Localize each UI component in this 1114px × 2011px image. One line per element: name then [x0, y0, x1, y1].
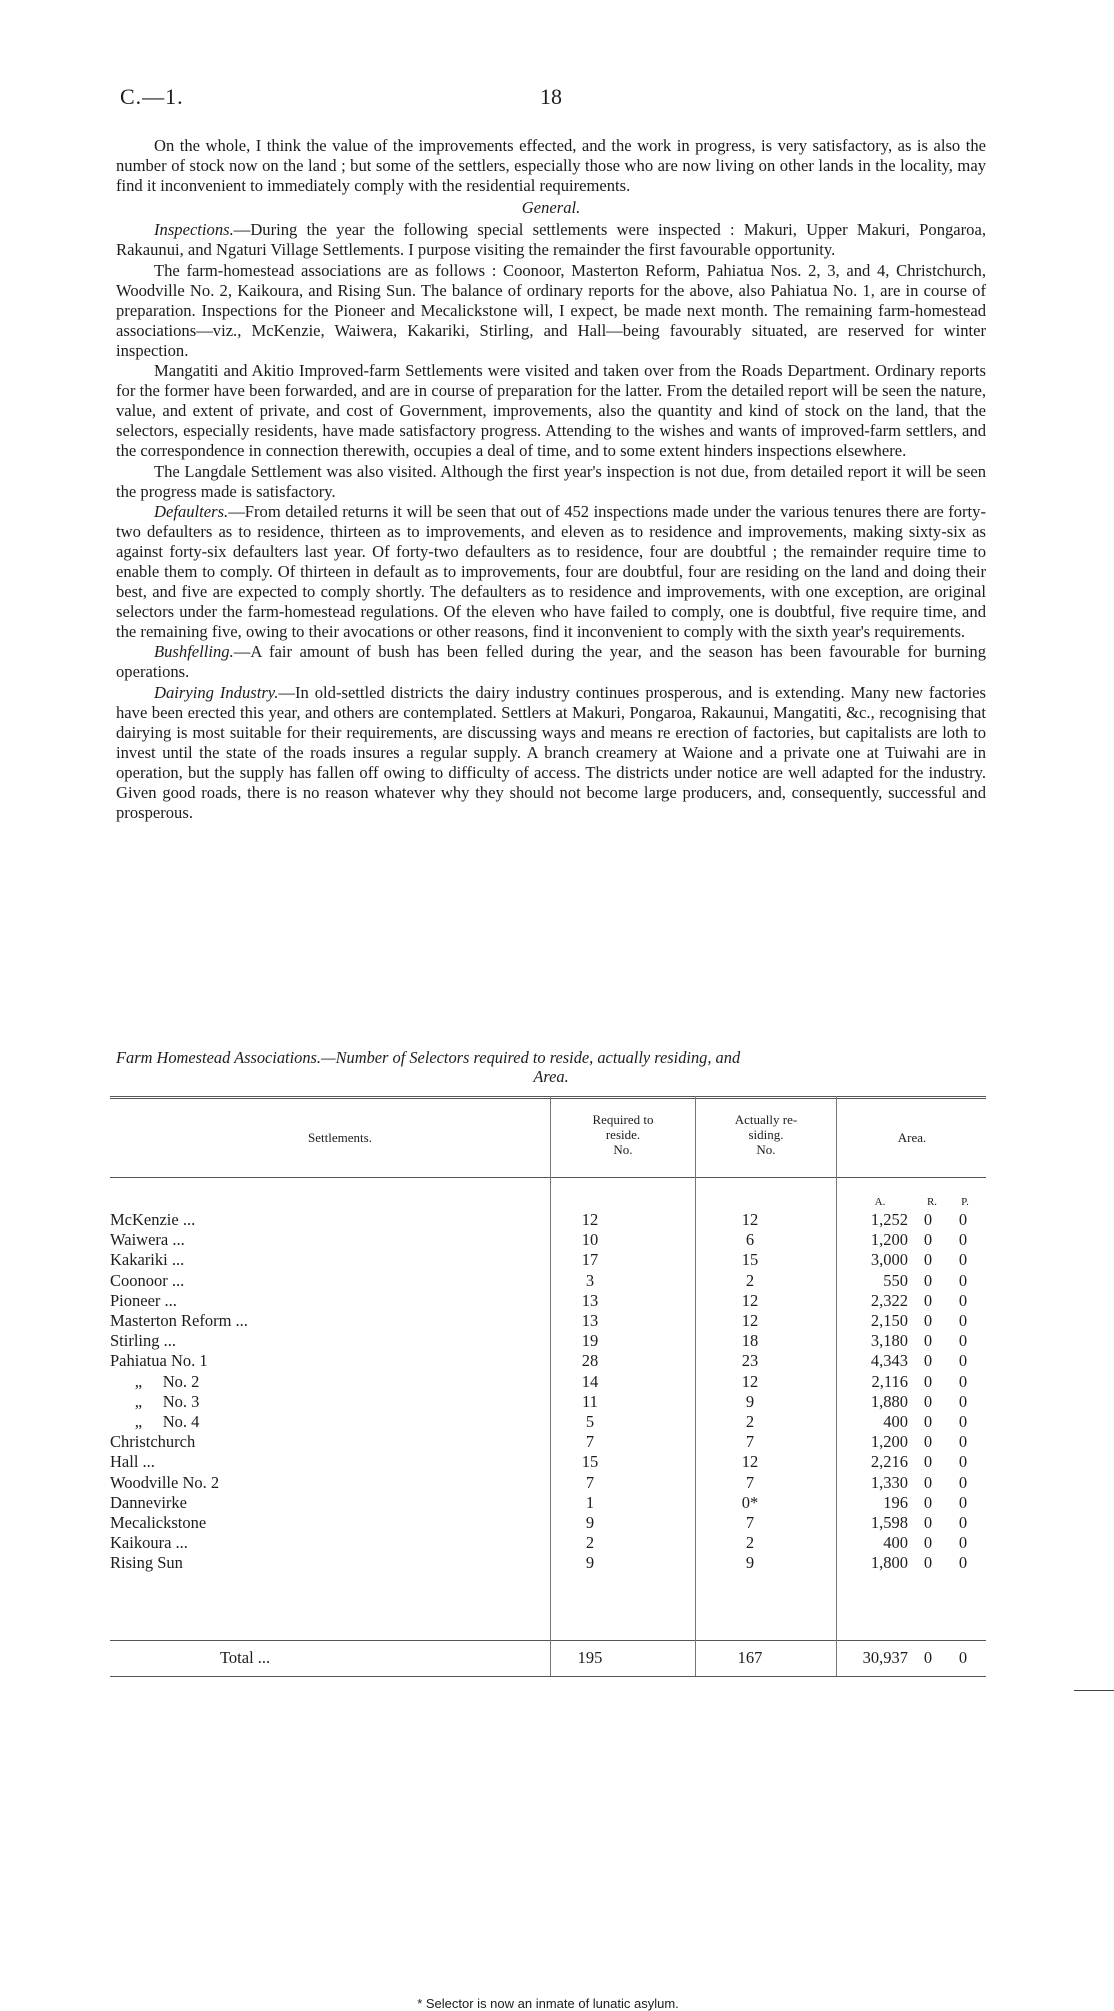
paragraph-bushfelling: Bushfelling.—A fair amount of bush has been felled during the year, and the season has been favourable for burning operations. — [116, 642, 986, 682]
settlements-table — [110, 1096, 986, 1978]
area-perches: 0 — [958, 1230, 968, 1250]
settlement-name: Masterton Reform ... — [110, 1311, 248, 1330]
area-acres: 400 — [883, 1533, 908, 1553]
table-row — [110, 1311, 986, 1331]
area-perches: 0 — [958, 1351, 968, 1371]
area-acres: 1,800 — [870, 1553, 908, 1573]
area-acres: 1,200 — [870, 1230, 908, 1250]
actual-count: 0* — [741, 1492, 759, 1512]
settlement-name: Kaikoura ... — [110, 1533, 188, 1553]
required-count: 195 — [577, 1648, 603, 1667]
table-row — [110, 1473, 986, 1493]
actual-count: 2 — [745, 1533, 755, 1553]
area-perches: 0 — [958, 1270, 968, 1290]
area-acres: 400 — [883, 1412, 908, 1431]
actual-count: 2 — [745, 1270, 755, 1290]
area-roods: 0 — [923, 1290, 933, 1310]
area-acres: 2,150 — [870, 1311, 908, 1330]
required-count: 9 — [585, 1513, 595, 1532]
table-row — [110, 1351, 986, 1371]
table-row — [110, 1452, 986, 1472]
required-count: 28 — [581, 1351, 599, 1371]
settlement-name: Christchurch — [110, 1432, 196, 1452]
area-perches: 0 — [958, 1513, 968, 1532]
area-roods: 0 — [923, 1351, 933, 1371]
area-perches: 0 — [958, 1533, 968, 1553]
settlement-name: Woodville No. 2 — [110, 1472, 220, 1492]
required-count: 12 — [581, 1210, 599, 1229]
actual-count: 15 — [741, 1250, 759, 1270]
area-roods: 0 — [923, 1250, 933, 1270]
area-roods: 0 — [923, 1311, 933, 1330]
required-count: 11 — [582, 1391, 598, 1411]
table-footnote: * Selector is now an inmate of lunatic asylum. — [417, 1996, 679, 2011]
document-code: C.—1. — [120, 84, 184, 109]
unit-perches: P. — [961, 1196, 969, 1208]
edge-mark — [1074, 1690, 1114, 1691]
required-count: 10 — [581, 1230, 599, 1250]
actual-count: 9 — [745, 1553, 755, 1573]
actual-count: 12 — [741, 1210, 759, 1229]
table-row — [110, 1513, 986, 1533]
area-perches: 0 — [958, 1250, 968, 1270]
area-acres: 30,937 — [862, 1648, 908, 1667]
area-roods: 0 — [923, 1391, 933, 1411]
area-roods: 0 — [923, 1492, 933, 1512]
area-roods: 0 — [923, 1412, 933, 1431]
table-row — [110, 1210, 986, 1230]
area-perches: 0 — [958, 1290, 968, 1310]
settlement-name: „ No. 2 — [110, 1371, 200, 1391]
table-row — [110, 1250, 986, 1270]
required-count: 7 — [585, 1432, 595, 1452]
area-roods: 0 — [923, 1513, 933, 1532]
paragraph-summary: On the whole, I think the value of the improvements effected, and the work in progress, is very satisfactory, as is also the number of stock now on the land ; but some of the settlers, especially those who are now living on other lands in the locality, may find it inconvenient to immediately comply with the residential requirements. — [116, 136, 986, 196]
settlement-name: Waiwera ... — [110, 1230, 185, 1250]
table-row — [110, 1432, 986, 1452]
table-top-rule-double — [110, 1098, 986, 1099]
paragraph-inspections: Inspections.—During the year the following special settlements were inspected : Makuri, Upper Makuri, Pongaroa, Rakaunui, and Ngaturi Village Settlements. I purpose visiting the remainder the first favourable opportunity. — [116, 220, 986, 260]
col-header-settlements: Settlements. — [308, 1130, 372, 1145]
paragraph-defaulters: Defaulters.—From detailed returns it will be seen that out of 452 inspections made under the various tenures there are forty-two defaulters as to residence, thirteen as to improvements, and eleven as to residence and improvements, making sixty-six as against forty-six defaulters last year. Of forty-two defaulters as to residence, four are doubtful ; the remainder require time to enable them to comply. Of thirteen in default as to improvements, four are doubtful, four are residing on the land and doing their best, and five are expected to comply shortly. The defaulters as to residence and improvements, with one exception, are original selectors under the farm-homestead regulations. Of the eleven who have failed to comply, one is doubtful, five require time, and the remaining five, owing to their avocations or other reasons, find it inconvenient to comply with the sixth year's requirements. — [116, 501, 986, 642]
required-count: 14 — [581, 1371, 599, 1391]
area-roods: 0 — [923, 1452, 933, 1472]
area-perches: 0 — [958, 1492, 968, 1512]
actual-count: 12 — [741, 1290, 759, 1310]
area-roods: 0 — [923, 1472, 933, 1492]
settlement-name: Stirling ... — [110, 1331, 177, 1351]
area-roods: 0 — [923, 1553, 933, 1573]
required-count: 1 — [585, 1492, 595, 1512]
area-acres: 1,598 — [870, 1513, 908, 1532]
col-header-actual: Actually re- siding. No. — [734, 1112, 798, 1157]
settlement-name: Dannevirke — [110, 1492, 187, 1512]
actual-count: 12 — [741, 1452, 759, 1472]
table-row — [110, 1392, 986, 1412]
table-row — [110, 1533, 986, 1553]
area-acres: 550 — [883, 1270, 908, 1290]
area-roods: 0 — [923, 1648, 933, 1667]
area-acres: 1,252 — [870, 1210, 908, 1229]
area-acres: 3,180 — [870, 1331, 908, 1351]
area-roods: 0 — [923, 1230, 933, 1250]
settlement-name: Hall ... — [110, 1452, 155, 1472]
total-row — [110, 1648, 986, 1668]
required-count: 9 — [585, 1553, 595, 1573]
required-count: 3 — [585, 1270, 595, 1290]
area-acres: 196 — [883, 1492, 908, 1512]
actual-count: 7 — [745, 1472, 755, 1492]
paragraph-dairying: Dairying Industry.—In old-settled districts the dairy industry continues prosperous, and is extending. Many new factories have been erected this year, and others are contemplated. Settlers at Makuri, Pongaroa, Rakaunui, Mangatiti, &c., recognising that dairying is most suitable for their requirements, are discussing ways and means re erection of factories, but capitalists are loth to invest until the state of the roads insures a regular supply. A branch creamery at Waione and a private one at Tuiwahi are in operation, but the supply has fallen off owing to difficulty of access. The districts under notice are well adapted for the industry. Given good roads, there is no reason whatever why they should not become large producers, and, consequently, successful and prosperous. — [116, 682, 986, 823]
required-count: 5 — [585, 1412, 595, 1431]
area-perches: 0 — [958, 1553, 968, 1573]
area-perches: 0 — [958, 1472, 968, 1492]
table-row — [110, 1230, 986, 1250]
table-bottom-rule — [110, 1676, 986, 1677]
area-roods: 0 — [923, 1432, 933, 1452]
table-row — [110, 1493, 986, 1513]
area-acres: 1,880 — [870, 1391, 908, 1411]
settlement-name: McKenzie ... — [110, 1210, 196, 1229]
unit-roods: R. — [926, 1196, 938, 1208]
col-header-area: Area. — [897, 1130, 927, 1145]
table-row — [110, 1553, 986, 1573]
area-acres: 4,343 — [870, 1351, 908, 1371]
area-acres: 2,216 — [870, 1452, 908, 1472]
area-roods: 0 — [923, 1533, 933, 1553]
required-count: 17 — [581, 1250, 599, 1270]
col-header-required: Required to reside. No. — [592, 1112, 654, 1157]
table-row — [110, 1271, 986, 1291]
required-count: 13 — [581, 1311, 599, 1330]
actual-count: 2 — [745, 1412, 755, 1431]
actual-count: 7 — [745, 1432, 755, 1452]
running-head — [120, 84, 1000, 110]
table-header-rule — [110, 1177, 986, 1178]
required-count: 7 — [585, 1472, 595, 1492]
area-perches: 0 — [958, 1371, 968, 1391]
table-row — [110, 1412, 986, 1432]
actual-count: 23 — [741, 1351, 759, 1371]
required-count: 19 — [581, 1331, 599, 1351]
area-perches: 0 — [958, 1331, 968, 1351]
table-row — [110, 1372, 986, 1392]
area-perches: 0 — [958, 1648, 968, 1667]
table-caption: Farm Homestead Associations.—Number of Selectors required to reside, actually residing, and Area. — [116, 1048, 741, 1086]
area-acres: 1,330 — [870, 1472, 908, 1492]
page-number: 18 — [540, 84, 562, 109]
actual-count: 7 — [745, 1513, 755, 1532]
unit-acres: A. — [874, 1196, 886, 1208]
area-roods: 0 — [923, 1210, 933, 1229]
area-perches: 0 — [958, 1311, 968, 1330]
settlement-name: „ No. 3 — [110, 1391, 200, 1411]
required-count: 13 — [581, 1290, 599, 1310]
area-acres: 3,000 — [870, 1250, 908, 1270]
actual-count: 167 — [737, 1648, 763, 1667]
area-acres: 2,322 — [870, 1290, 908, 1310]
actual-count: 9 — [745, 1391, 755, 1411]
area-roods: 0 — [923, 1371, 933, 1391]
table-top-rule — [110, 1096, 986, 1097]
actual-count: 6 — [745, 1230, 755, 1250]
area-perches: 0 — [958, 1210, 968, 1229]
settlement-name: Pahiatua No. 1 — [110, 1351, 208, 1371]
area-roods: 0 — [923, 1270, 933, 1290]
table-row — [110, 1331, 986, 1351]
area-perches: 0 — [958, 1452, 968, 1472]
area-roods: 0 — [923, 1331, 933, 1351]
settlement-name: Kakariki ... — [110, 1250, 185, 1270]
actual-count: 12 — [741, 1371, 759, 1391]
settlement-name: Mecalickstone — [110, 1513, 207, 1532]
settlement-name: Coonoor ... — [110, 1270, 185, 1290]
required-count: 15 — [581, 1452, 599, 1472]
area-acres: 2,116 — [871, 1371, 908, 1391]
settlement-name: „ No. 4 — [110, 1412, 200, 1431]
settlement-name: Rising Sun — [110, 1553, 183, 1573]
settlement-name: Total ... — [220, 1648, 271, 1667]
actual-count: 18 — [741, 1331, 759, 1351]
area-perches: 0 — [958, 1432, 968, 1452]
actual-count: 12 — [741, 1311, 759, 1330]
area-acres: 1,200 — [870, 1432, 908, 1452]
paragraph-farm-homestead: The farm-homestead associations are as follows : Coonoor, Masterton Reform, Pahiatua Nos. 2, 3, and 4, Christchurch, Woodville No. 2, Kaikoura, and Rising Sun. The balance of ordinary reports for the above, also Pahiatua No. 1, are in course of preparation. Inspections for the Pioneer and Mecalickstone will, I expect, be made next month. The remaining farm-homestead associations—viz., McKenzie, Waiwera, Kakariki, Stirling, and Hall—being favourably situated, are reserved for winter inspection. — [116, 260, 986, 360]
section-heading-general: General. — [521, 198, 581, 218]
required-count: 2 — [585, 1533, 595, 1553]
area-perches: 0 — [958, 1391, 968, 1411]
paragraph-langdale: The Langdale Settlement was also visited. Although the first year's inspection is not due, from detailed report it will be seen the progress made is satisfactory. — [116, 461, 986, 501]
paragraph-improved-farm: Mangatiti and Akitio Improved-farm Settlements were visited and taken over from the Roads Department. Ordinary reports for the former have been forwarded, and are in course of preparation for the latter. From the detailed report will be seen the nature, value, and extent of private, and cost of Government, improvements, also the quantity and kind of stock on the land, that the selectors, especially residents, have made satisfactory progress. Attending to the wishes and wants of improved-farm settlers, and the correspondence in connection therewith, occupies a deal of time, and to some extent hinders inspections elsewhere. — [116, 361, 986, 461]
table-total-rule — [110, 1640, 986, 1641]
area-perches: 0 — [958, 1412, 968, 1431]
body-text — [116, 136, 986, 823]
table-row — [110, 1291, 986, 1311]
settlement-name: Pioneer ... — [110, 1290, 177, 1310]
